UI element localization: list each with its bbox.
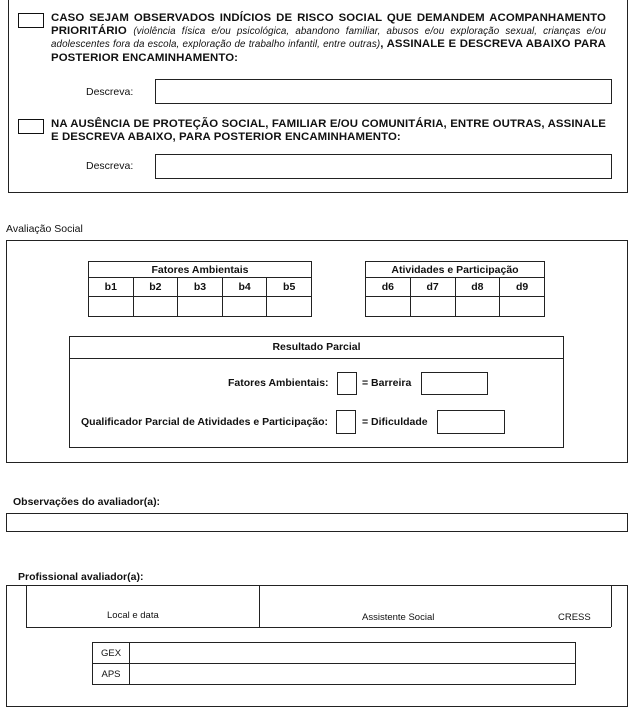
gex-field[interactable]: [130, 643, 576, 664]
partial-result-divider: [69, 358, 564, 359]
env-col-b2: b2: [133, 278, 178, 297]
cress-label: CRESS: [558, 612, 591, 623]
risk-checkbox-2[interactable]: [18, 119, 44, 134]
signature-top-rule: [26, 627, 611, 628]
describe-label-1: Descreva:: [86, 86, 134, 98]
env-col-b3: b3: [178, 278, 223, 297]
act-col-d7: d7: [410, 278, 455, 297]
aps-field[interactable]: [130, 664, 576, 685]
place-date-label: Local e data: [107, 610, 159, 621]
barrier-label: = Barreira: [362, 377, 412, 389]
act-cell-d9[interactable]: [500, 297, 545, 317]
env-col-b5: b5: [267, 278, 312, 297]
act-col-d6: d6: [366, 278, 411, 297]
signature-right-rule: [611, 585, 612, 627]
risk-item-2-text: NA AUSÊNCIA DE PROTEÇÃO SOCIAL, FAMILIAR E/OU COMUNITÁRIA, ENTRE OUTRAS, ASSINALE E DESCREVA ABAIXO, PARA POSTERIOR ENCAMINHAMENTO:: [51, 118, 606, 143]
act-col-d8: d8: [455, 278, 500, 297]
env-factors-field[interactable]: [337, 372, 357, 395]
env-col-b4: b4: [222, 278, 267, 297]
difficulty-label: = Dificuldade: [362, 416, 428, 428]
describe-label-2: Descreva:: [86, 160, 134, 172]
describe-field-1[interactable]: [155, 79, 612, 104]
describe-field-2[interactable]: [155, 154, 612, 179]
risk-item-1-text: [51, 12, 606, 64]
env-cell-b2[interactable]: [133, 297, 178, 317]
risk-item-1-bold-a: CASO SEJAM OBSERVADOS INDÍCIOS DE RISCO SOCIAL QUE DEMANDEM ACOMPANHAMENTO PRIORITÁRIO: [51, 12, 606, 37]
risk-checkbox-1[interactable]: [18, 13, 44, 28]
risk-item-1-bold-b: , ASSINALE E DESCREVA ABAIXO PARA POSTERIOR ENCAMINHAMENTO:: [51, 38, 607, 64]
act-cell-d7[interactable]: [410, 297, 455, 317]
activities-participation-header: Atividades e Participação: [366, 262, 545, 278]
act-cell-d6[interactable]: [366, 297, 411, 317]
observations-field[interactable]: [6, 513, 628, 532]
signature-left-rule: [26, 585, 27, 627]
partial-result-header: Resultado Parcial: [272, 341, 361, 353]
social-eval-title: Avaliação Social: [6, 223, 83, 235]
env-cell-b5[interactable]: [267, 297, 312, 317]
env-cell-b1[interactable]: [89, 297, 134, 317]
observations-label: Observações do avaliador(a):: [13, 496, 161, 508]
qualifier-field[interactable]: [336, 410, 356, 434]
professional-label: Profissional avaliador(a):: [18, 571, 144, 583]
gex-aps-table: [92, 642, 576, 685]
env-col-b1: b1: [89, 278, 134, 297]
activities-participation-table: [365, 261, 545, 317]
act-col-d9: d9: [500, 278, 545, 297]
difficulty-field[interactable]: [437, 410, 505, 434]
risk-item-1-italic: (violência física e/ou psicológica, abandono familiar, abusos e/ou exploração sexual, crianças e/ou adolescentes fora da escola, exploração de trabalho infantil, entre outras): [51, 25, 606, 50]
gex-label: GEX: [93, 643, 130, 664]
env-factors-label: Fatores Ambientais:: [228, 377, 329, 389]
social-worker-label: Assistente Social: [362, 612, 435, 623]
aps-label: APS: [93, 664, 130, 685]
env-cell-b4[interactable]: [222, 297, 267, 317]
qualifier-label: Qualificador Parcial de Atividades e Participação:: [81, 416, 329, 428]
environmental-factors-table: [88, 261, 312, 317]
barrier-field[interactable]: [421, 372, 488, 395]
signature-mid-rule: [259, 585, 260, 627]
env-cell-b3[interactable]: [178, 297, 223, 317]
act-cell-d8[interactable]: [455, 297, 500, 317]
environmental-factors-header: Fatores Ambientais: [89, 262, 312, 278]
